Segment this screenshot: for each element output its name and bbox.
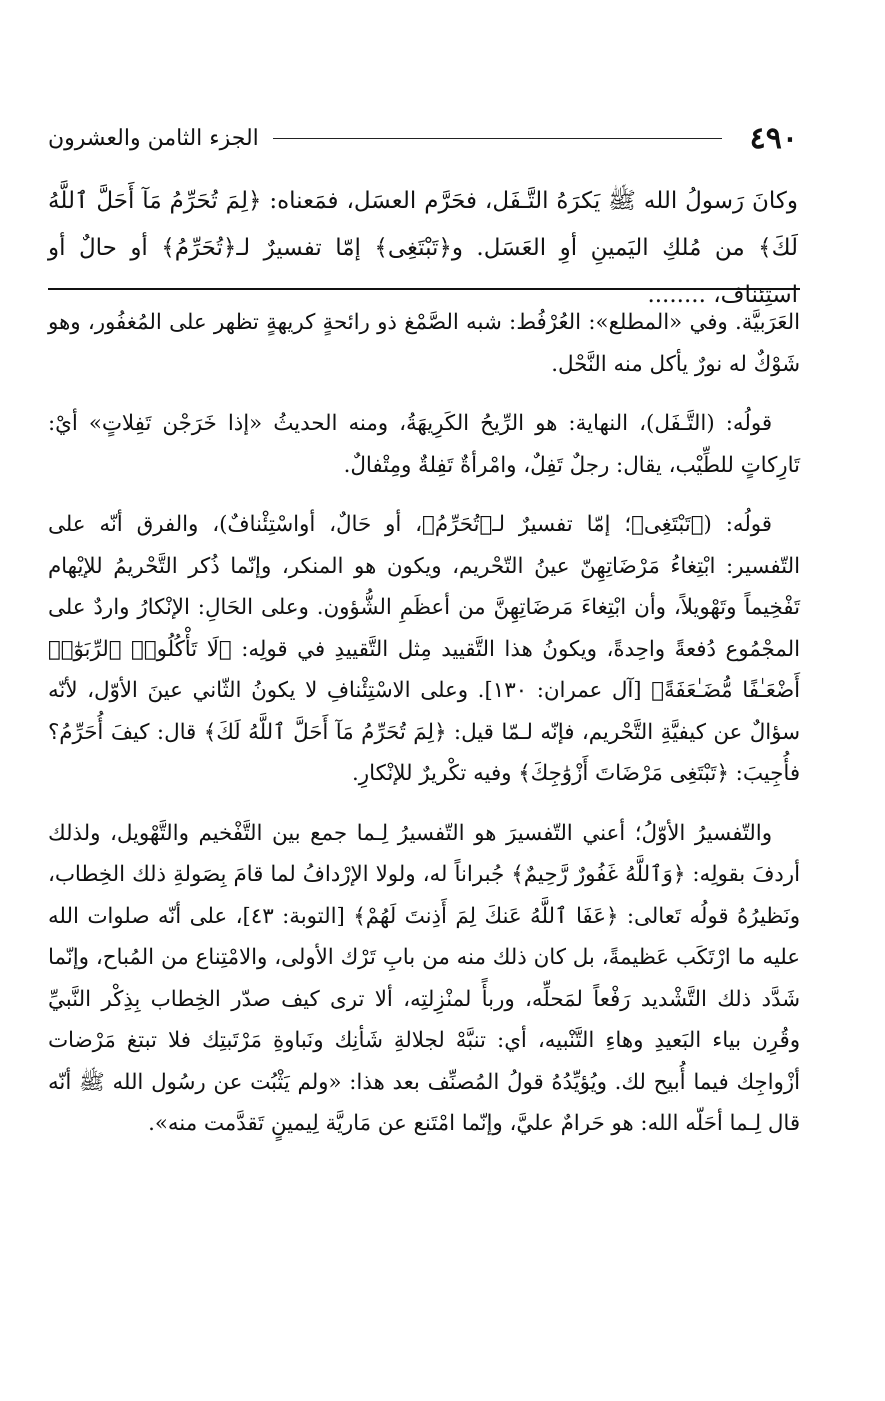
running-title: الجزء الثامن والعشرون	[48, 125, 259, 151]
main-text: وكانَ رَسولُ الله ﷺ يَكرَهُ التَّـفَل، فحَرَّم العسَل، فمَعناه: ﴿لِمَ تُحَرِّمُ مَآ أَحَلَّ ٱللَّهُ لَكَ﴾ من مُلكِ اليَمينِ أوِ العَسَل. و﴿تَبْتَغِى﴾ إمّا تفسيرٌ لـ﴿تُحَرِّمُ﴾ أو حالٌ أو استِئناف، ........	[48, 188, 798, 308]
page-header	[48, 118, 798, 158]
commentary-paragraph: قولُه: (التَّـفَل)، النهاية: هو الرِّيحُ الكَرِيهَةُ، ومنه الحديثُ «إذا خَرَجْن تَفِلاتٍ» أيْ: تَارِكاتٍ للطِّيْب، يقال: رجلٌ تَفِلٌ، وامْرأةٌ تَفِلةٌ ومِتْفالٌ.	[48, 411, 800, 478]
header-rule	[273, 138, 722, 139]
commentary-paragraph: والتّفسيرُ الأوّلُ؛ أعني التّفسيرَ هو التّفسيرُ لِـما جمع بين التَّفْخيم والتَّهْويل، ولذلك أردفَ بقولِه: ﴿وَٱللَّهُ غَفُورٌ رَّحِيمٌ﴾ جُبراناً له، ولولا الإرْدافُ لما قامَ بِصَولةِ ذلك الخِطاب، ونَظيرُهُ قولُه تَعالى: ﴿عَفَا ٱللَّهُ عَنكَ لِمَ أَذِنتَ لَهُمْ﴾ [التوبة: ٤٣]، على أنّه صلوات الله عليه ما ارْتَكَب عَظيمةً، بل كان ذلك منه من بابِ تَرْك الأولى، والامْتِناع من المُباح، وإنّما شَدَّد ذلك التَّشْديد رَفْعاً لمَحلِّه، وربأً لمنْزِلتِه، ألا ترى كيف صدّر الخِطاب بِذِكْر النَّبيِّ وقُرِن بياء البَعيدِ وهاءِ التَّنْبيه، أي: تنبَّهْ لجلالةِ شَأنِك ونَباوةِ مَرْتَبتِك فلا تبتغ مَرْضات أزْواجِك فيما أُبيح لك. ويُؤيِّدُهُ قولُ المُصنِّف بعد هذا: «ولم يَثْبُت عن رسُول الله ﷺ أنّه قال لِـما أحَلّه الله: هو حَرامٌ عليَّ، وإنّما امْتَنع عن مَاريَّة لِيمينٍ تَقدَّمت منه».	[48, 820, 800, 1136]
page-number: ٤٩٠	[749, 120, 798, 156]
section-divider	[48, 288, 800, 290]
commentary	[48, 302, 800, 1163]
commentary-paragraph: قولُه: (﴿تَبْتَغِى﴾؛ إمّا تفسيرٌ لـ﴿تُحَرِّمُ﴾، أو حَالٌ، أواسْتِئْنافٌ)، والفرق أنّه على التّفسير: ابْتِغاءُ مَرْضَاتِهِنّ عينُ التّحْريم، ويكون هو المنكر، وإنّما ذُكر التَّحْريمُ للإيْهام تَفْخِيماً وتَهْويلاً، وأن ابْتِغاءَ مَرضَاتِهِنَّ من أعظَمِ الشُّؤون. وعلى الحَالِ: الإنْكارُ واردٌ على المجْمُوع دُفعةً واحِدةً، ويكونُ هذا التَّقييد مِثل التَّقييدِ في قولِه: ﴿لَا تَأْكُلُوا۟ ٱلرِّبَوٰٓا۟ أَضْعَـٰفًا مُّضَـٰعَفَةً﴾ [آل عمران: ١٣٠]. وعلى الاسْتِئْنافِ لا يكونُ الثّاني عينَ الأوّل، لأنّه سؤالٌ عن كيفيَّةِ التَّحْريم، فإنّه لـمّا قيل: ﴿لِمَ تُحَرِّمُ مَآ أَحَلَّ ٱللَّهُ لَكَ﴾ قال: كيفَ أُحَرِّمُ؟ فأُجِيبَ: ﴿تَبْتَغِى مَرْضَاتَ أَزْوَٰجِكَ﴾ وفيه تكْريرٌ للإنْكارِ.	[48, 512, 800, 786]
commentary-paragraph: العَرَبيَّة. وفي «المطلع»: العُرْفُط: شبه الصَّمْغ ذو رائحةٍ كريهةٍ تظهر على المُغفُور، وهو شَوْكٌ له نورٌ يأكل منه النَّحْل.	[48, 310, 800, 377]
